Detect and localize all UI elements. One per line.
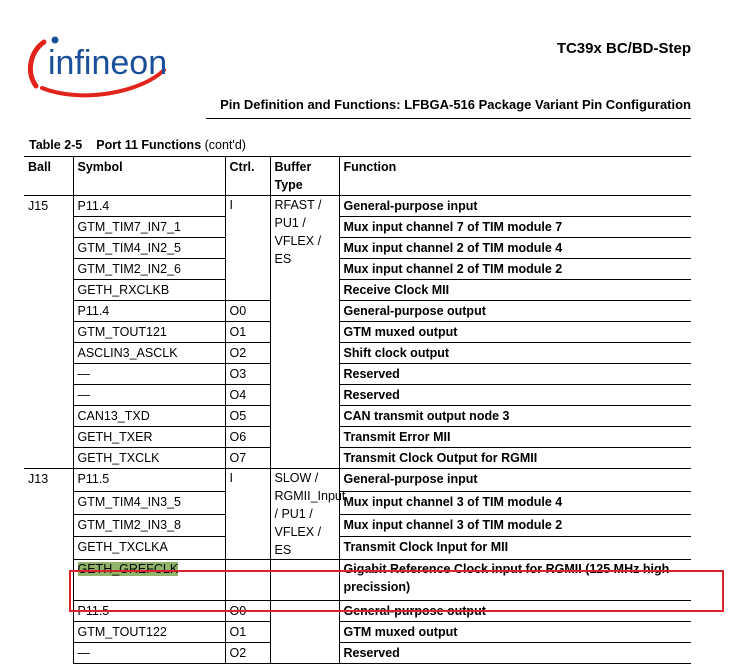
- symbol-cell: —: [73, 385, 225, 406]
- table-row: [24, 469, 691, 492]
- ctrl-cell: I: [225, 196, 270, 301]
- symbol-cell: GTM_TIM4_IN2_5: [73, 238, 225, 259]
- symbol-cell: [73, 560, 225, 601]
- ctrl-cell: O1: [225, 322, 270, 343]
- function-cell: Transmit Clock Output for RGMII: [339, 448, 691, 469]
- table-row: [24, 343, 691, 364]
- buffer-type-cell: [270, 601, 339, 664]
- symbol-cell: P11.5: [73, 601, 225, 622]
- symbol-cell: GTM_TIM2_IN3_8: [73, 514, 225, 537]
- ctrl-cell: O1: [225, 622, 270, 643]
- column-header-ball: Ball: [24, 157, 73, 196]
- table-row-highlighted: [24, 560, 691, 601]
- logo-text: infineon: [48, 44, 168, 82]
- ball-cell: J13: [24, 469, 73, 664]
- column-header-ctrl: Ctrl.: [225, 157, 270, 196]
- table-row: [24, 259, 691, 280]
- function-cell: Mux input channel 3 of TIM module 4: [339, 491, 691, 514]
- header-rule: [206, 118, 691, 119]
- symbol-cell: —: [73, 643, 225, 664]
- table-caption: [29, 138, 246, 152]
- symbol-cell: ASCLIN3_ASCLK: [73, 343, 225, 364]
- ctrl-cell: O2: [225, 643, 270, 664]
- table-number: Table 2-5: [29, 138, 83, 152]
- table-row: [24, 514, 691, 537]
- function-cell: Reserved: [339, 364, 691, 385]
- ctrl-cell: [225, 560, 270, 601]
- ctrl-cell: O2: [225, 343, 270, 364]
- table-title: Port 11 Functions: [96, 138, 202, 152]
- function-cell: Mux input channel 2 of TIM module 2: [339, 259, 691, 280]
- highlighted-symbol: GETH_GREFCLK: [77, 562, 179, 576]
- symbol-cell: GTM_TIM7_IN7_1: [73, 217, 225, 238]
- table-row: [24, 280, 691, 301]
- symbol-cell: GETH_TXCLKA: [73, 537, 225, 560]
- ctrl-cell: O6: [225, 427, 270, 448]
- symbol-cell: GETH_TXER: [73, 427, 225, 448]
- function-cell: Mux input channel 7 of TIM module 7: [339, 217, 691, 238]
- symbol-cell: GTM_TIM4_IN3_5: [73, 491, 225, 514]
- table-row: [24, 427, 691, 448]
- symbol-cell: GTM_TIM2_IN2_6: [73, 259, 225, 280]
- function-cell: GTM muxed output: [339, 622, 691, 643]
- table-header-row: [24, 157, 691, 196]
- buffer-type-cell: [270, 560, 339, 601]
- symbol-cell: CAN13_TXD: [73, 406, 225, 427]
- function-cell: Gigabit Reference Clock input for RGMII (125 MHz high precission): [339, 560, 691, 601]
- symbol-cell: P11.5: [73, 469, 225, 492]
- function-cell: General-purpose input: [339, 469, 691, 492]
- function-cell: Shift clock output: [339, 343, 691, 364]
- symbol-cell: GETH_TXCLK: [73, 448, 225, 469]
- column-header-buffer-type: Buffer Type: [270, 157, 339, 196]
- function-cell: Mux input channel 3 of TIM module 2: [339, 514, 691, 537]
- ctrl-cell: O0: [225, 601, 270, 622]
- table-suffix: (cont'd): [204, 138, 246, 152]
- function-cell: Transmit Error MII: [339, 427, 691, 448]
- symbol-cell: GETH_RXCLKB: [73, 280, 225, 301]
- symbol-cell: —: [73, 364, 225, 385]
- table-row: [24, 643, 691, 664]
- function-cell: GTM muxed output: [339, 322, 691, 343]
- ctrl-cell: O3: [225, 364, 270, 385]
- symbol-cell: GTM_TOUT121: [73, 322, 225, 343]
- table-row: [24, 217, 691, 238]
- section-title: Pin Definition and Functions: LFBGA-516 Package Variant Pin Configuration: [220, 97, 691, 112]
- ctrl-cell: O7: [225, 448, 270, 469]
- ctrl-cell: I: [225, 469, 270, 560]
- symbol-cell: P11.4: [73, 301, 225, 322]
- function-cell: Transmit Clock Input for MII: [339, 537, 691, 560]
- table-row: [24, 406, 691, 427]
- column-header-symbol: Symbol: [73, 157, 225, 196]
- table-row: [24, 537, 691, 560]
- ctrl-cell: O0: [225, 301, 270, 322]
- function-cell: Receive Clock MII: [339, 280, 691, 301]
- table-row: [24, 448, 691, 469]
- ctrl-cell: O5: [225, 406, 270, 427]
- ctrl-cell: O4: [225, 385, 270, 406]
- table-row: [24, 238, 691, 259]
- infineon-logo: [22, 30, 172, 100]
- document-title: TC39x BC/BD-Step: [556, 40, 691, 57]
- buffer-type-cell: SLOW / RGMII_Input / PU1 / VFLEX / ES: [270, 469, 339, 560]
- function-cell: Reserved: [339, 643, 691, 664]
- function-cell: General-purpose output: [339, 301, 691, 322]
- column-header-function: Function: [339, 157, 691, 196]
- symbol-cell: P11.4: [73, 196, 225, 217]
- port-functions-table: [24, 156, 691, 664]
- table-row: [24, 301, 691, 322]
- table-row: [24, 385, 691, 406]
- function-cell: General-purpose output: [339, 601, 691, 622]
- function-cell: Reserved: [339, 385, 691, 406]
- table-row: [24, 364, 691, 385]
- table-row: [24, 491, 691, 514]
- buffer-type-cell: RFAST / PU1 / VFLEX / ES: [270, 196, 339, 469]
- function-cell: General-purpose input: [339, 196, 691, 217]
- symbol-cell: GTM_TOUT122: [73, 622, 225, 643]
- function-cell: Mux input channel 2 of TIM module 4: [339, 238, 691, 259]
- table-row: [24, 196, 691, 217]
- ball-cell: J15: [24, 196, 73, 469]
- table-row: [24, 601, 691, 622]
- table-row: [24, 322, 691, 343]
- function-cell: CAN transmit output node 3: [339, 406, 691, 427]
- table-row: [24, 622, 691, 643]
